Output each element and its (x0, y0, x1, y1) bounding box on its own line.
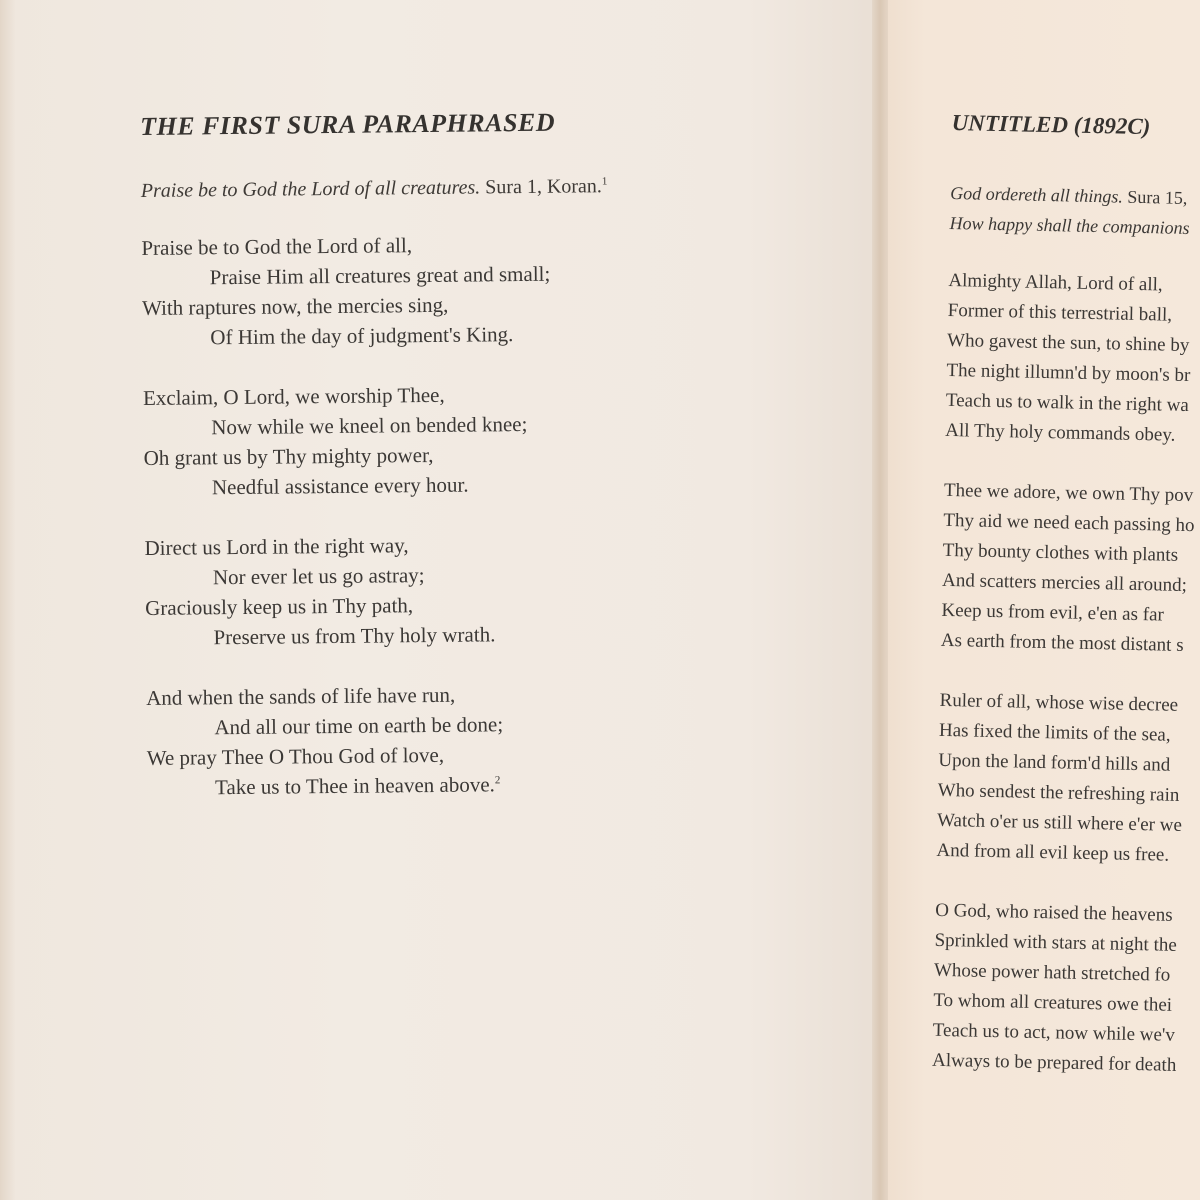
right-poem (932, 110, 1200, 1081)
left-stanza (144, 526, 845, 653)
left-epigraph-quote: Praise be to God the Lord of all creatures. (140, 176, 481, 202)
verse-line: Exclaim, O Lord, we worship Thee, (142, 382, 445, 410)
verse-line: Now while we kneel on bended knee; (211, 411, 528, 440)
footnote-marker: 1 (601, 175, 608, 188)
verse-line: Has fixed the limits of the sea, (938, 719, 1171, 746)
left-epigraph (141, 173, 841, 203)
left-poem (140, 105, 847, 803)
verse-line: With raptures now, the mercies sing, (141, 292, 449, 320)
left-stanza (143, 376, 844, 503)
right-epigraph-source: Sura 15, (1122, 186, 1188, 208)
verse-line: Oh grant us by Thy mighty power, (143, 442, 434, 470)
right-stanza (932, 896, 1196, 1081)
verse-line: All Thy holy commands obey. (945, 419, 1176, 446)
verse-line: Sprinkled with stars at night the (934, 929, 1178, 956)
verse-line: As earth from the most distant s (940, 629, 1184, 656)
right-stanza (936, 686, 1200, 871)
right-epigraph (949, 178, 1200, 243)
left-poem-title: THE FIRST SURA PARAPHRASED (140, 107, 556, 141)
verse-line: O God, who raised the heavens (935, 899, 1173, 926)
verse-line: Nor ever let us go astray; (212, 563, 425, 590)
verse-line: Always to be prepared for death (931, 1049, 1177, 1076)
right-stanza (945, 266, 1200, 451)
verse-line: Needful assistance every hour. (211, 472, 469, 500)
right-poem-title: UNTITLED (1892C) (951, 110, 1151, 140)
verse-line: Teach us to walk in the right wa (945, 389, 1190, 417)
verse-line: And from all evil keep us free. (936, 839, 1170, 866)
verse-line: Preserve us from Thy holy wrath. (213, 622, 496, 650)
verse-line: Direct us Lord in the right way, (144, 533, 409, 560)
verse-line: Praise Him all creatures great and small; (209, 261, 551, 290)
verse-line: Upon the land form'd hills and (938, 749, 1171, 776)
verse-line: The night illumn'd by moon's br (946, 359, 1191, 387)
verse-line: Almighty Allah, Lord of all, (948, 269, 1163, 296)
right-epigraph-line (949, 208, 1200, 243)
verse-line: Watch o'er us still where e'er we (936, 809, 1183, 836)
verse-line: Whose power hath stretched fo (933, 959, 1171, 986)
right-page-clip (888, 0, 1200, 1200)
verse-line: Teach us to act, now while we'v (932, 1019, 1176, 1046)
verse-line: And when the sands of life have run, (146, 682, 456, 710)
verse-line: Who sendest the refreshing rain (937, 779, 1180, 806)
verse-line: Former of this terrestrial ball, (947, 299, 1173, 326)
left-stanza (146, 676, 847, 803)
left-epigraph-source: Sura 1, Koran. (480, 175, 602, 199)
verse-line: We pray Thee O Thou God of love, (146, 742, 445, 770)
left-stanza (141, 226, 842, 353)
verse-line: Who gavest the sun, to shine by (946, 329, 1190, 357)
right-epigraph-quote-2: How happy shall the companions (949, 212, 1190, 238)
verse-line-text: Take us to Thee in heaven above. (214, 772, 495, 800)
verse-line: And all our time on earth be done; (214, 712, 504, 740)
verse-line: Thy aid we need each passing ho (943, 509, 1195, 537)
right-stanza (941, 476, 1200, 661)
verse-line: Of Him the day of judgment's King. (210, 322, 514, 350)
verse-line: Praise be to God the Lord of all, (141, 233, 413, 260)
verse-line: Graciously keep us in Thy path, (145, 593, 414, 620)
footnote-marker: 2 (494, 774, 501, 787)
verse-line: Ruler of all, whose wise decree (939, 689, 1179, 716)
verse-line: Keep us from evil, e'en as far (941, 599, 1165, 626)
verse-line: To whom all creatures owe thei (933, 989, 1173, 1016)
verse-line: And scatters mercies all around; (941, 569, 1188, 597)
right-epigraph-quote: God ordereth all things. (950, 182, 1124, 207)
verse-line: Thy bounty clothes with plants (942, 539, 1179, 566)
verse-line: Thee we adore, we own Thy pov (943, 479, 1194, 507)
